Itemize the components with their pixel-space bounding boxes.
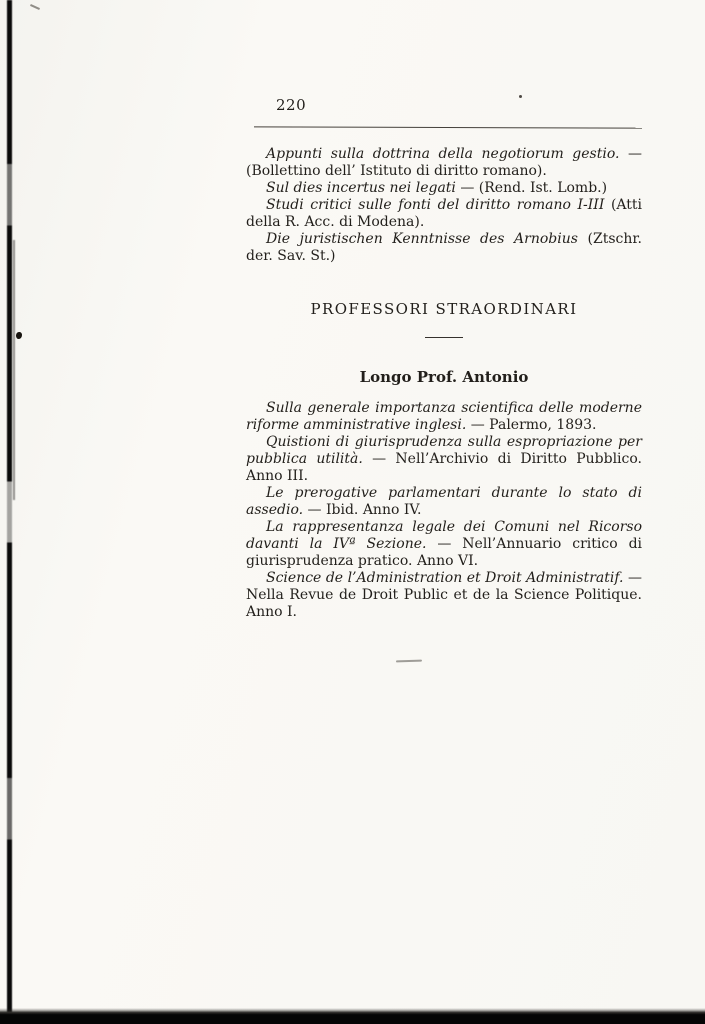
entry-title: Science de l’Administration et Droit Administratif. (266, 570, 624, 586)
header-rule (254, 126, 642, 128)
bibliography-entry (246, 197, 642, 231)
entry-title: Sulla generale importanza scientifica delle moderne riforme amministrative inglesi. (246, 400, 642, 433)
entry-title: Appunti sulla dottrina della negotiorum gestio. (266, 146, 620, 162)
author-heading: Longo Prof. Antonio (359, 368, 529, 386)
entry-title: Die juristischen Kenntnisse des Arnobius (266, 231, 578, 247)
text-column (246, 146, 642, 621)
section-heading-rule (425, 337, 463, 338)
bibliography-entry (246, 180, 642, 197)
scan-scratch (396, 660, 422, 663)
bibliography-entry (246, 519, 642, 570)
bibliography-entry (246, 231, 642, 265)
entry-reference: — (Rend. Ist. Lomb.) (460, 180, 608, 196)
entry-title: Sul dies incertus nei legati (266, 180, 456, 196)
entry-reference: — Nella Revue de Droit Public et de la Science Politique. Anno I. (246, 570, 642, 620)
entry-title: Studi critici sulle fonti del diritto romano I-III (266, 197, 605, 213)
entry-title: Quistioni di giurisprudenza sulla espropriazione per pubblica utilità. (246, 434, 642, 467)
page-number: 220 (276, 96, 307, 114)
entry-title: La rappresentanza legale dei Comuni nel Ricorso davanti la IVª Sezione. (246, 519, 642, 552)
entry-reference: (Ztschr. der. Sav. St.) (246, 231, 642, 264)
scan-speckle (519, 95, 522, 98)
bibliography-entry (246, 485, 642, 519)
bibliography-entry (246, 570, 642, 621)
scan-edge-left-artifact-2 (13, 240, 15, 500)
scan-edge-bottom-artifact (0, 1008, 705, 1024)
ink-blot-artifact (16, 332, 22, 339)
entry-title: Le prerogative parlamentari durante lo stato di assedio. (246, 485, 642, 518)
entry-reference: — (Bollettino dell’ Istituto di diritto romano). (246, 146, 643, 179)
bibliography-entry (246, 146, 642, 180)
entry-reference: — Nell’Archivio di Diritto Pubblico. Anno III. (246, 451, 642, 484)
entry-reference: — Nell’Annuario critico di giurisprudenza pratico. Anno VI. (246, 536, 643, 569)
scan-speckle (30, 4, 40, 10)
entry-reference: — Ibid. Anno IV. (307, 502, 422, 518)
bibliography-entry (246, 400, 642, 434)
scan-edge-left-artifact (7, 0, 12, 1024)
entry-reference: (Atti della R. Acc. di Modena). (246, 197, 642, 230)
bibliography-entry (246, 434, 642, 485)
section-heading: PROFESSORI STRAORDINARI (310, 300, 578, 318)
entry-reference: — Palermo, 1893. (470, 417, 597, 433)
